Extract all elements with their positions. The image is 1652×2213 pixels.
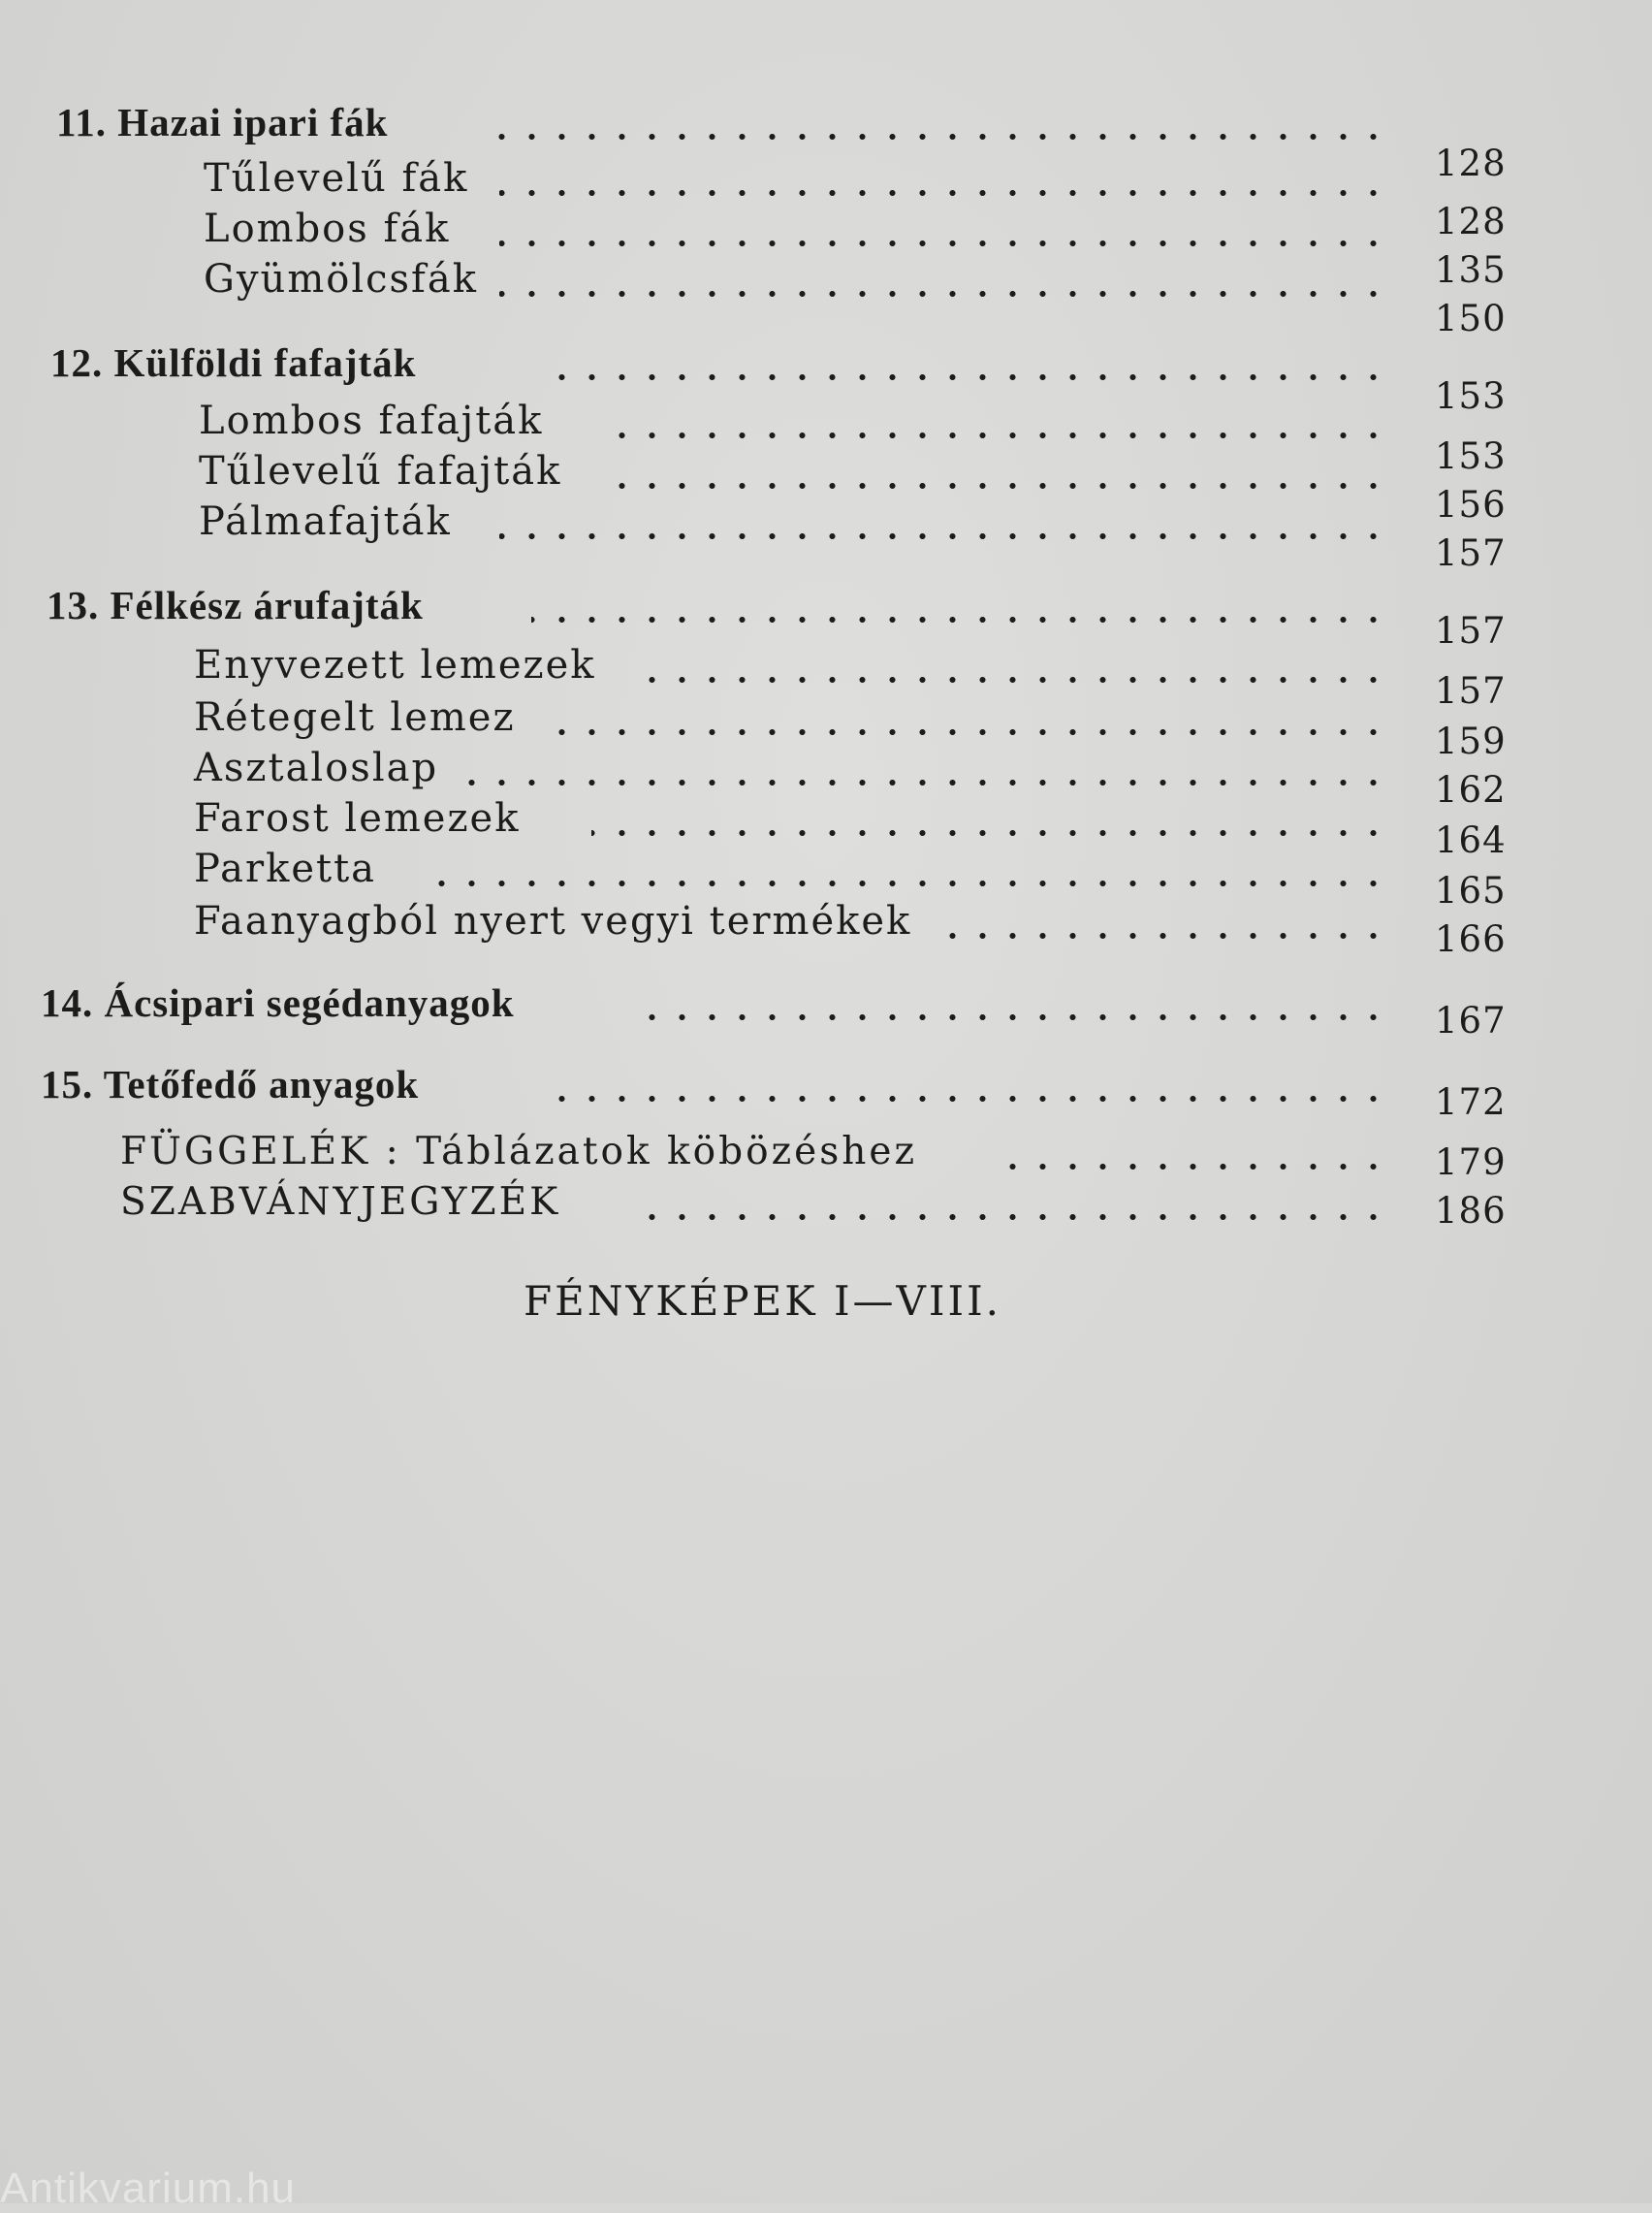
page-number: 135	[1435, 249, 1507, 291]
chapter-number: 12.	[50, 340, 104, 385]
chapter-number: 15.	[41, 1062, 94, 1106]
dot-leader	[465, 780, 1388, 786]
page-number: 164	[1435, 819, 1507, 861]
dot-leader	[998, 1164, 1388, 1170]
toc-entry-subsection	[194, 690, 1388, 745]
toc-entry-subsection	[194, 791, 1388, 846]
page-number: 156	[1435, 484, 1507, 526]
toc-entry-standards-list	[120, 1175, 1388, 1230]
subsection-title: Tűlevelű fák	[204, 156, 469, 201]
subsection-title: Lombos fák	[204, 207, 451, 251]
subsection-title: Farost lemezek	[194, 796, 521, 841]
chapter-title: Ácsipari segédanyagok	[104, 980, 515, 1025]
toc-entry-subsection	[194, 894, 1388, 948]
toc-entry-subsection	[194, 842, 1388, 896]
page-number: 128	[1435, 201, 1507, 242]
subsection-title: Enyvezett lemezek	[194, 643, 596, 688]
subsection-title: Parketta	[194, 847, 376, 891]
toc-entry-label	[50, 336, 417, 390]
toc-entry-chapter-11	[56, 95, 1388, 149]
subsection-title: Gyümölcsfák	[204, 257, 478, 302]
page-number: 153	[1435, 375, 1507, 417]
toc-entry-chapter-15	[41, 1057, 1388, 1111]
dot-leader	[940, 933, 1388, 939]
toc-entry-subsection	[204, 151, 1388, 206]
page-number: 165	[1435, 870, 1507, 912]
page-number: 172	[1435, 1081, 1507, 1123]
page-number: 186	[1435, 1190, 1507, 1232]
toc-entry-subsection	[199, 495, 1388, 549]
toc-entry-subsection	[194, 638, 1388, 692]
chapter-title: Félkész árufajták	[110, 583, 424, 627]
dot-leader	[499, 533, 1388, 539]
page-number: 157	[1435, 610, 1507, 652]
dot-leader	[591, 830, 1388, 836]
chapter-title: Hazai ipari fák	[117, 100, 389, 144]
appendix-title: FÜGGELÉK : Táblázatok köbözéshez	[120, 1130, 917, 1173]
dot-leader	[606, 483, 1388, 489]
toc-entry-label	[47, 578, 424, 632]
dot-leader	[499, 190, 1388, 196]
dot-leader	[640, 677, 1388, 683]
page-number: 150	[1435, 298, 1507, 339]
dot-leader	[644, 1214, 1388, 1220]
dot-leader	[531, 617, 1388, 623]
chapter-title: Külföldi fafajták	[113, 340, 417, 385]
subsection-title: Asztaloslap	[194, 746, 439, 790]
toc-entry-label	[41, 976, 515, 1030]
toc-entry-subsection	[204, 252, 1388, 306]
page-number: 157	[1435, 532, 1507, 574]
toc-entry-subsection	[199, 394, 1388, 448]
dot-leader	[606, 433, 1388, 438]
dot-leader	[535, 1096, 1388, 1102]
page-number: 162	[1435, 769, 1507, 811]
page-number: 128	[1435, 143, 1507, 184]
photos-title: FÉNYKÉPEK I—VIII.	[524, 1277, 1002, 1325]
page-number: 157	[1435, 670, 1507, 712]
toc-entry-chapter-12	[50, 336, 1388, 390]
dot-leader	[497, 134, 1388, 140]
toc-entry-subsection	[194, 741, 1388, 795]
dot-leader	[499, 291, 1388, 297]
subsection-title: Rétegelt lemez	[194, 695, 516, 740]
subsection-title: Tűlevelű fafajták	[199, 449, 562, 494]
toc-entry-appendix	[120, 1125, 1388, 1179]
watermark: Antikvarium.hu	[0, 2165, 297, 2212]
dot-leader	[548, 729, 1388, 735]
toc-entry-label	[41, 1057, 419, 1111]
toc-entry-subsection	[204, 202, 1388, 256]
chapter-number: 14.	[41, 980, 94, 1025]
page-number: 179	[1435, 1141, 1507, 1183]
chapter-number: 13.	[47, 583, 100, 627]
toc-entry-subsection	[199, 444, 1388, 498]
page-number: 167	[1435, 1000, 1507, 1042]
page-number: 159	[1435, 721, 1507, 762]
toc-entry-label	[56, 95, 388, 149]
toc-entry-chapter-13	[47, 578, 1388, 632]
dot-leader	[632, 1014, 1388, 1020]
dot-leader	[499, 241, 1388, 246]
subsection-title: Faanyagból nyert vegyi termékek	[194, 899, 912, 944]
dot-leader	[417, 881, 1388, 886]
page-number: 166	[1435, 918, 1507, 960]
subsection-title: Lombos fafajták	[199, 399, 544, 443]
chapter-title: Tetőfedő anyagok	[103, 1062, 420, 1106]
chapter-number: 11.	[56, 100, 107, 144]
page-number: 153	[1435, 435, 1507, 477]
subsection-title: Pálmafajták	[199, 499, 452, 544]
dot-leader	[535, 374, 1388, 380]
toc-entry-chapter-14	[41, 976, 1388, 1030]
standards-list-title: SZABVÁNYJEGYZÉK	[120, 1180, 561, 1224]
